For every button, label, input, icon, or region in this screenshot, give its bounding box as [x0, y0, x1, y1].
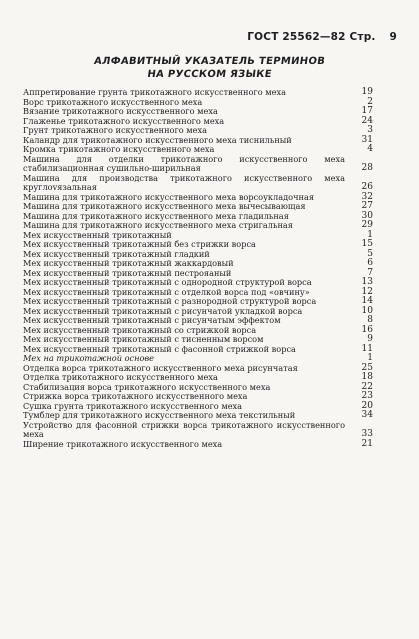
term-number: 32	[361, 191, 373, 202]
term-number: 34	[361, 410, 373, 420]
index-term: Машина для трикотажного искусственного меха стригальная	[23, 220, 293, 230]
term-number: 26	[361, 182, 373, 192]
index-term: Машина для производства трикотажного искусственного меха круглovязальная	[23, 172, 345, 192]
index-term: Машина для трикотажного искусственного меха ворсоукладочная	[23, 191, 315, 202]
standard-number: ГОСТ 25562—82	[247, 31, 346, 43]
term-number: 1	[367, 353, 373, 363]
index-term: Мех искусственный трикотажный с рисунчатой укладкой ворса	[23, 305, 303, 316]
index-title: АЛФАВИТНЫЙ УКАЗАТЕЛЬ ТЕРМИНОВ	[93, 56, 326, 67]
term-number: 12	[361, 286, 373, 297]
index-entry	[23, 174, 373, 193]
index-term: Мех искусственный трикотажный жаккардовый	[23, 258, 234, 268]
index-term: Сушка грунта трикотажного искусственного меха	[23, 400, 243, 411]
page-number: 9	[389, 31, 397, 43]
page-label: Стр.	[349, 31, 376, 43]
term-number: 2	[367, 96, 373, 107]
index-term: Мех искусственный трикотажный с тисненным ворсом	[23, 334, 264, 344]
term-number: 27	[361, 201, 373, 211]
index-term: Устройство для фасонной стрижки ворса трикотажного искусственного меха	[23, 419, 345, 439]
term-number: 7	[367, 267, 373, 278]
term-number: 22	[361, 381, 373, 392]
index-term: Машина для трикотажного искусственного меха вычесывающая	[23, 201, 306, 211]
index-term: Мех искусственный трикотажный гладкий	[23, 248, 210, 259]
index-term: Отделка трикотажного искусственного меха	[23, 372, 218, 382]
index-term: Кромка трикотажного искусственного меха	[23, 144, 215, 154]
term-number: 21	[361, 438, 373, 449]
term-number: 29	[361, 220, 373, 230]
term-number: 16	[361, 324, 373, 335]
index-term: Отделка ворса трикотажного искусственного меха рисунчатая	[23, 362, 298, 373]
term-number: 18	[361, 372, 373, 382]
term-number: 10	[361, 305, 373, 316]
term-number: 33	[361, 429, 373, 439]
index-term: Мех искусственный трикотажный	[23, 229, 172, 240]
page-header	[247, 31, 397, 43]
term-index-list	[23, 88, 373, 449]
index-term: Мех искусственный трикотажный без стрижки ворса	[23, 239, 256, 249]
term-number: 23	[361, 391, 373, 401]
term-number: 3	[367, 125, 373, 135]
index-term: Ширение трикотажного искусственного меха	[23, 438, 223, 449]
term-number: 31	[361, 134, 373, 145]
index-term: Вязание трикотажного искусственного меха	[23, 106, 218, 116]
index-term: Мех искусственный трикотажный с отделкой ворса под «овчину»	[23, 286, 310, 297]
term-number: 17	[361, 106, 373, 116]
index-term: Мех искусственный трикотажный с рисунчатым эффектом	[23, 315, 281, 325]
index-term: Стрижка ворса трикотажного искусственного меха	[23, 391, 248, 401]
index-term: Машина для трикотажного искусственного меха гладильная	[23, 210, 289, 221]
term-number: 1	[367, 229, 373, 240]
index-subtitle: НА РУССКОМ ЯЗЫКЕ	[146, 69, 273, 80]
term-number: 25	[361, 362, 373, 373]
term-number: 5	[367, 248, 373, 259]
index-entry	[23, 440, 373, 450]
term-number: 13	[361, 277, 373, 287]
index-entry	[23, 155, 373, 174]
index-term: Каландр для трикотажного искусственного меха тиснильный	[23, 134, 292, 145]
index-term: Мех искусственный трикотажный с фасонной стрижкой ворса	[23, 343, 296, 354]
index-term: Машина для отделки трикотажного искусственного меха стабилизационная сушильно-ширильная	[23, 153, 345, 173]
index-term: Мех искусственный трикотажный со стрижкой ворса	[23, 324, 257, 335]
index-term: Грунт трикотажного искусственного меха	[23, 125, 208, 135]
term-number: 28	[361, 163, 373, 173]
term-number: 9	[367, 334, 373, 344]
term-number: 11	[361, 343, 373, 354]
index-entry	[23, 421, 373, 440]
index-term: Мех искусственный трикотажный с разнородной структурой ворса	[23, 296, 317, 306]
index-term: Мех на трикотажной основе	[23, 353, 155, 363]
term-number: 19	[361, 87, 373, 97]
index-term: Ворс трикотажного искусственного меха	[23, 96, 203, 107]
term-number: 8	[367, 315, 373, 325]
term-number: 20	[361, 400, 373, 411]
term-number: 4	[367, 144, 373, 154]
term-number: 6	[367, 258, 373, 268]
index-term: Аппретирование грунта трикотажного искусственного меха	[23, 87, 286, 97]
term-number: 15	[361, 239, 373, 249]
index-term: Стабилизация ворса трикотажного искусственного меха	[23, 381, 271, 392]
term-number: 14	[361, 296, 373, 306]
index-term: Мех искусственный трикотажный пестрояаный	[23, 267, 232, 278]
index-term: Глаженье трикотажного искусственного меха	[23, 115, 225, 126]
index-term: Тумблер для трикотажного искусственного меха текстильный	[23, 410, 296, 420]
term-number: 30	[361, 210, 373, 221]
term-number: 24	[361, 115, 373, 126]
index-term: Мех искусственный трикотажный с однородной структурой ворса	[23, 277, 312, 287]
